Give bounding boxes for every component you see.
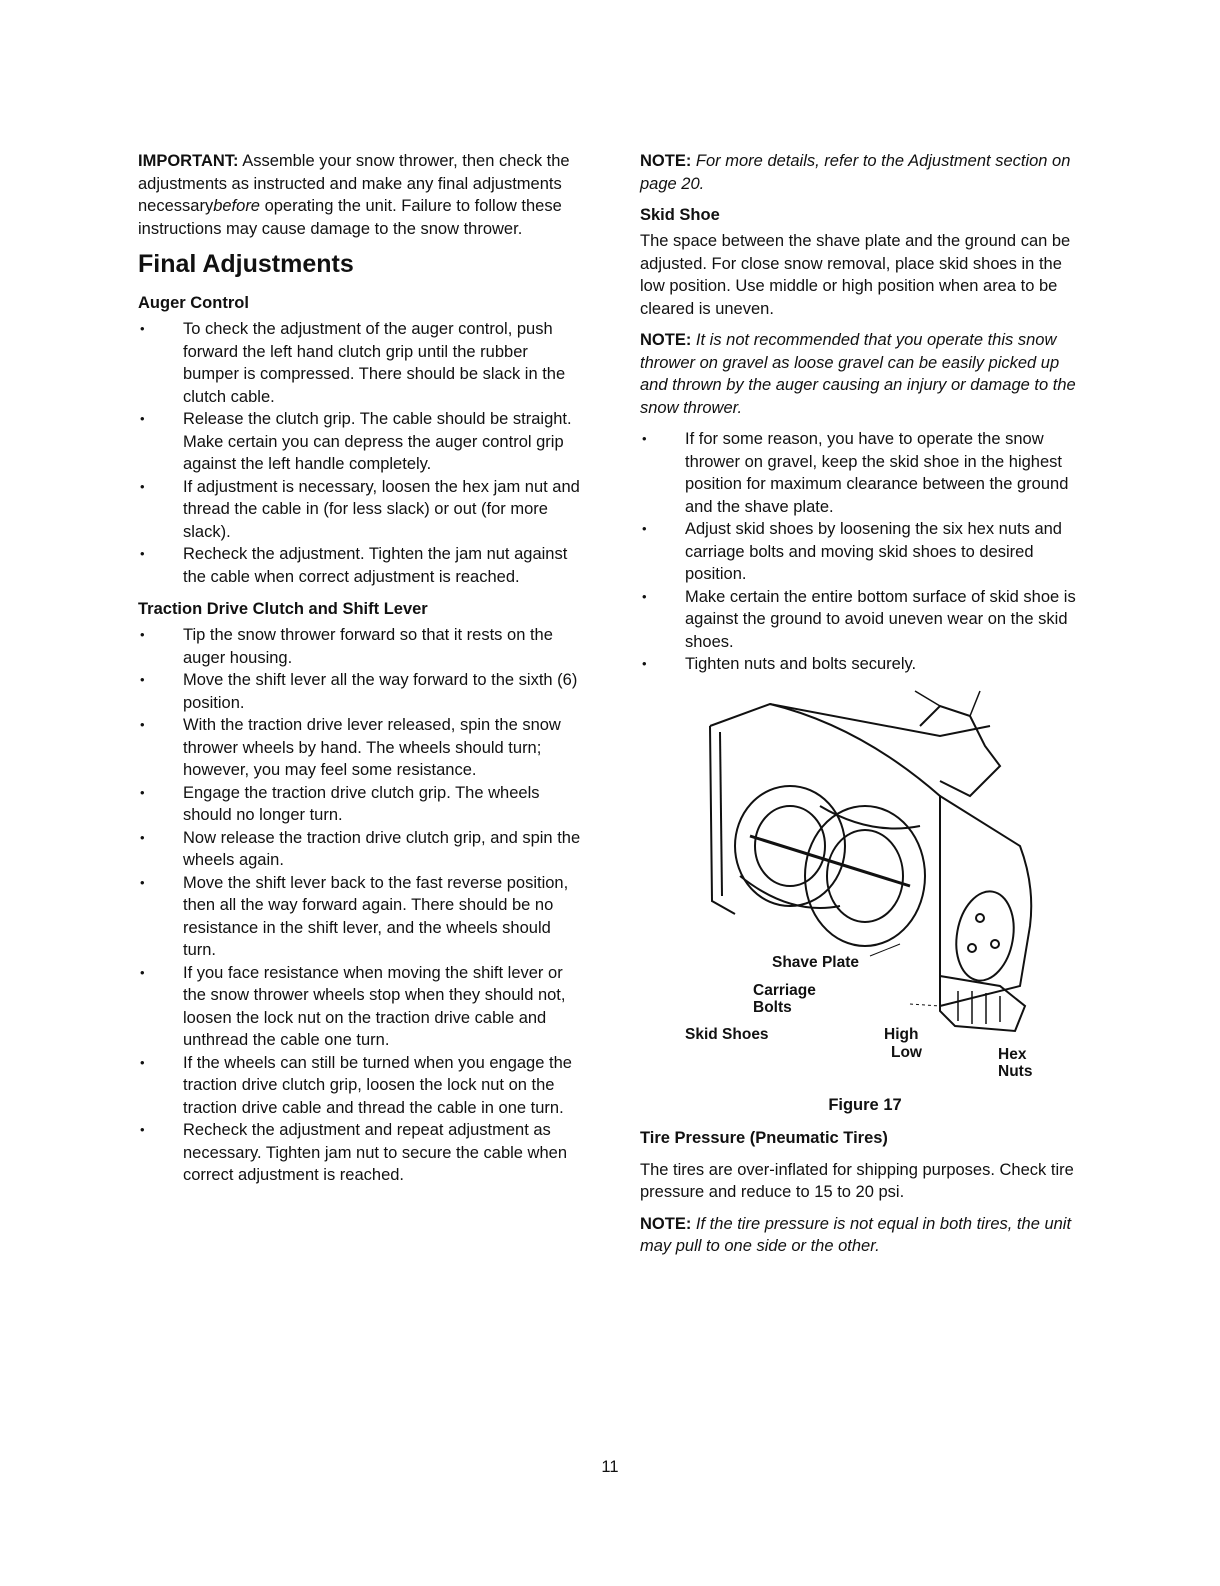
list-item: • Tighten nuts and bolts securely.: [640, 653, 1090, 676]
list-item: • If you face resistance when moving the shift lever or the snow thrower wheels stop when they should not, loosen the lock nut on the traction drive cable and unthread the cable one turn.: [138, 962, 586, 1052]
right-column: [640, 150, 1090, 1267]
label-carriage: Carriage: [753, 981, 816, 999]
label-high: High: [884, 1025, 919, 1043]
important-text-b: operating the unit. Failure to follow these instructions may cause damage to the snow thrower.: [138, 197, 562, 238]
skid-shoe-text: The space between the shave plate and the ground can be adjusted. For close snow removal, place skid shoes in the low position. Use middle or high position when area to be cleared is uneven.: [640, 232, 1071, 318]
tire-pressure-heading: Tire Pressure (Pneumatic Tires): [640, 1128, 888, 1147]
label-shave-plate: Shave Plate: [772, 953, 860, 971]
figure-17-illustration: [640, 686, 1090, 1086]
list-item: • To check the adjustment of the auger control, push forward the left hand clutch grip until the rubber bumper is compressed. There should be slack in the clutch cable.: [138, 318, 586, 408]
label-skid-shoes: Skid Shoes: [685, 1025, 769, 1043]
left-column: [138, 150, 586, 1197]
important-label: IMPORTANT:: [138, 152, 239, 170]
important-emphasis: before: [213, 197, 260, 215]
section-title: Final Adjustments: [138, 250, 354, 278]
list-item: • With the traction drive lever released, spin the snow thrower wheels by hand. The wheels should turn; however, you may feel some resistance.: [138, 714, 586, 782]
skid-shoe-list: [640, 428, 1090, 676]
list-item: • Engage the traction drive clutch grip. The wheels should no longer turn.: [138, 782, 586, 827]
note-label: NOTE:: [640, 152, 692, 170]
list-item: • Tip the snow thrower forward so that it rests on the auger housing.: [138, 624, 586, 669]
note-gravel: [640, 329, 1090, 419]
list-item: • Make certain the entire bottom surface of skid shoe is against the ground to avoid uneven wear on the skid shoes.: [640, 586, 1090, 654]
note-text: For more details, refer to the Adjustment section on page 20.: [640, 152, 1071, 193]
list-item: • If the wheels can still be turned when you engage the traction drive clutch grip, loosen the lock nut on the traction drive cable and thread the cable in one turn.: [138, 1052, 586, 1120]
auger-control-heading: Auger Control: [138, 294, 249, 312]
skid-shoe-heading: Skid Shoe: [640, 206, 720, 224]
note-details: [640, 150, 1090, 195]
list-item: • Recheck the adjustment and repeat adjustment as necessary. Tighten jam nut to secure the cable when correct adjustment is reached.: [138, 1119, 586, 1187]
label-nuts: Nuts: [998, 1062, 1033, 1080]
list-item: • Move the shift lever all the way forward to the sixth (6) position.: [138, 669, 586, 714]
list-item: • Release the clutch grip. The cable should be straight. Make certain you can depress the auger control grip against the left handle completely.: [138, 408, 586, 476]
list-item: • Now release the traction drive clutch grip, and spin the wheels again.: [138, 827, 586, 872]
figure-caption: Figure 17: [828, 1095, 902, 1114]
tire-pressure-text: The tires are over-inflated for shipping purposes. Check tire pressure and reduce to 15 to 20 psi.: [640, 1160, 1074, 1201]
list-item: • Move the shift lever back to the fast reverse position, then all the way forward again. There should be no resistance in the shift lever, and the wheels should turn.: [138, 872, 586, 962]
traction-drive-list: [138, 624, 586, 1187]
note-text: It is not recommended that you operate this snow thrower on gravel as loose gravel can be easily picked up and thrown by the auger causing an injury or damage to the snow thrower.: [640, 331, 1076, 417]
note-text: If the tire pressure is not equal in both tires, the unit may pull to one side or the other.: [640, 1214, 1072, 1255]
note-label: NOTE:: [640, 331, 692, 349]
note-label: NOTE:: [640, 1214, 692, 1233]
auger-control-list: [138, 318, 586, 588]
label-hex: Hex: [998, 1045, 1027, 1063]
list-item: • If adjustment is necessary, loosen the hex jam nut and thread the cable in (for less slack) or out (for more slack).: [138, 476, 586, 544]
label-bolts: Bolts: [753, 998, 792, 1016]
traction-drive-heading: Traction Drive Clutch and Shift Lever: [138, 600, 428, 618]
page-number: 11: [601, 1458, 619, 1476]
label-low: Low: [891, 1043, 922, 1061]
list-item: • If for some reason, you have to operate the snow thrower on gravel, keep the skid shoe in the highest position for maximum clearance between the ground and the shave plate.: [640, 428, 1090, 518]
list-item: • Adjust skid shoes by loosening the six hex nuts and carriage bolts and moving skid shoes to desired position.: [640, 518, 1090, 586]
note-tire: [640, 1213, 1090, 1258]
important-paragraph: [138, 150, 586, 240]
important-text-a: Assemble your snow thrower, then check the adjustments as instructed and make any final adjustments necessary: [138, 152, 570, 215]
list-item: • Recheck the adjustment. Tighten the jam nut against the cable when correct adjustment is reached.: [138, 543, 586, 588]
